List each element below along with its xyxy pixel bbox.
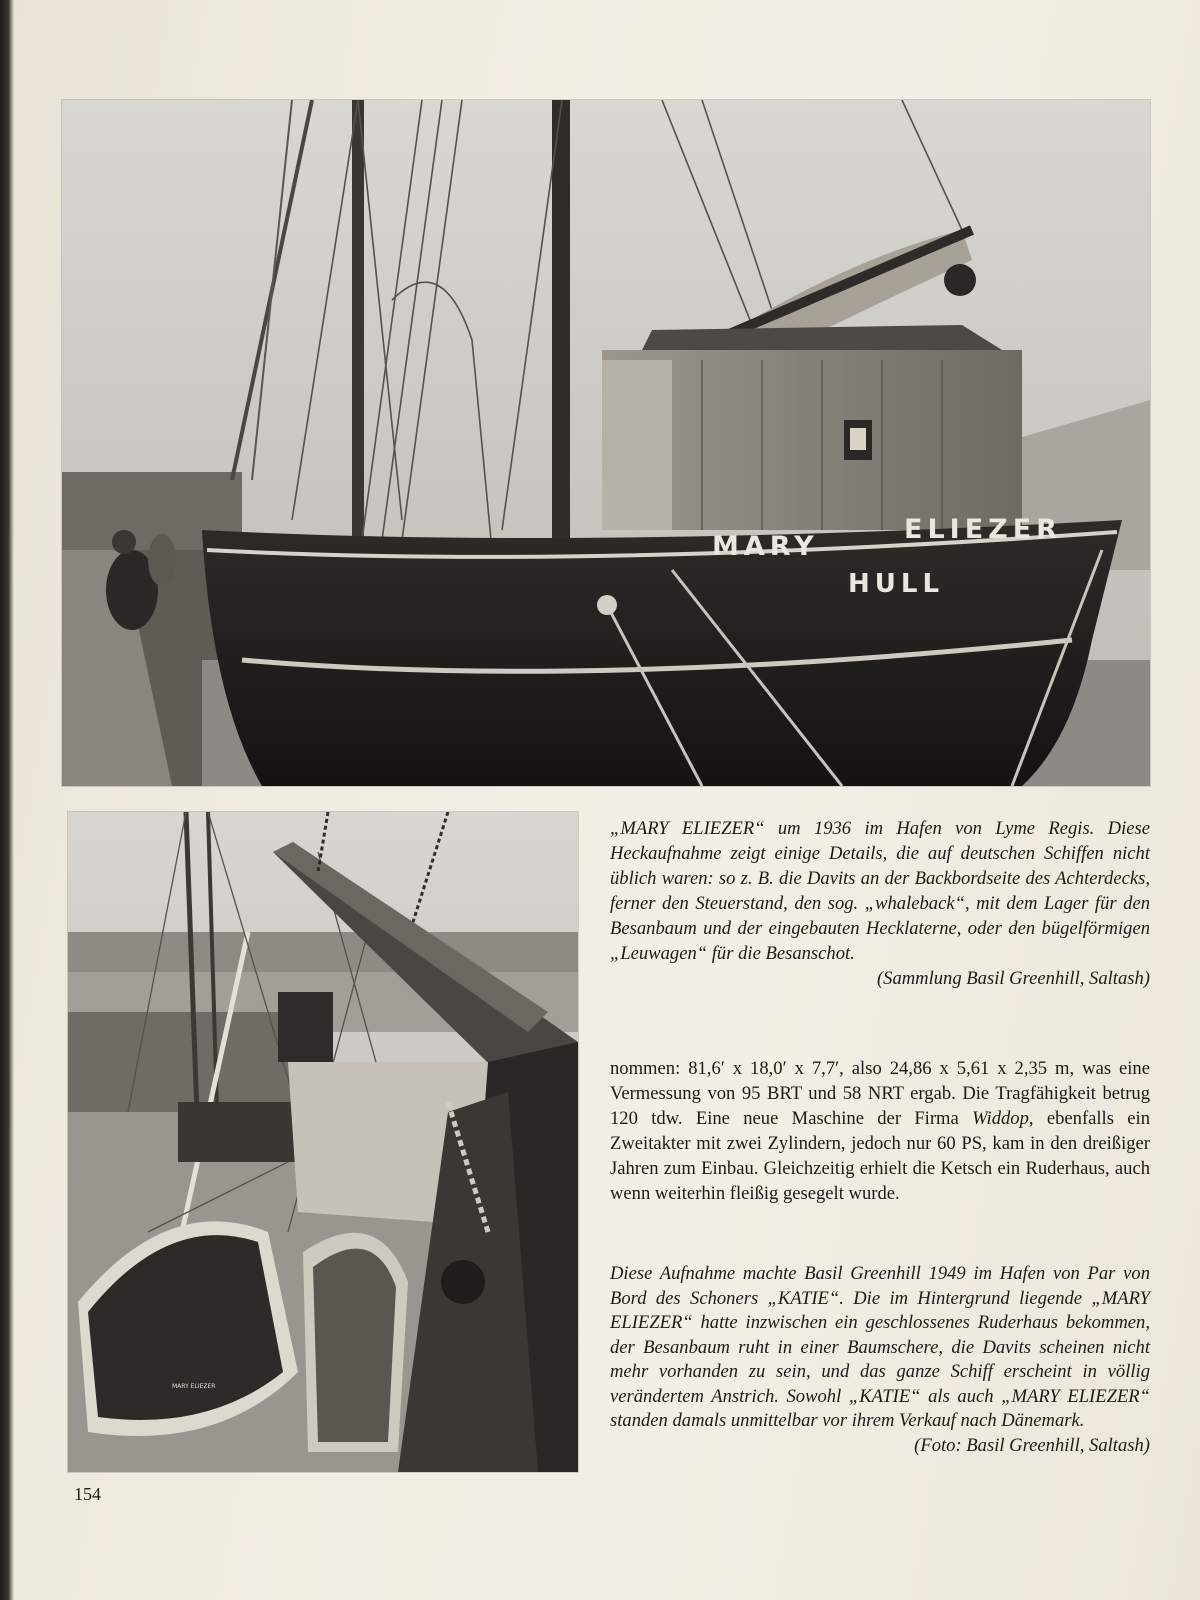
caption-top-credit: (Sammlung Basil Greenhill, Saltash)	[876, 968, 1150, 989]
page-gutter-shadow	[0, 0, 14, 1600]
caption-bottom-text: Diese Aufnahme machte Basil Greenhill 1949 im Hafen von Par von Bord des Schoners „KATIE“. Die im Hintergrund liegende „MARY ELIEZER“ hatte inzwischen ein geschlossenes Ruderhaus bekommen, der Besanbaum ruht in einer Baumschere, die Davits scheinen nicht mehr vorhanden zu sein, und das ganze Schiff erscheint in völlig verändertem Anstrich. Sowohl „KATIE“ als auch „MARY ELIEZER“ standen damals unmittelbar vor ihrem Verkauf nach Dänemark.	[610, 1263, 1150, 1431]
caption-top-text: „MARY ELIEZER“ um 1936 im Hafen von Lyme Regis. Diese Heckaufnahme zeigt einige Details, die auf deutschen Schiffen nicht üblich waren: so z. B. die Davits an der Backbordseite des Achterdecks, ferner den Steuerstand, den sog. „whaleback“, mit dem Lager für den Besanbaum und der eingebauten Hecklaterne, oder den bügelförmigen „Leuwagen“ für die Besanschot.	[610, 818, 1150, 964]
caption-bottom-photo	[610, 1262, 1150, 1458]
body-text-engine-maker: Widdop,	[972, 1108, 1034, 1129]
body-paragraph	[610, 1056, 1150, 1206]
caption-bottom-credit: (Foto: Basil Greenhill, Saltash)	[914, 1434, 1150, 1456]
page-number: 154	[74, 1484, 101, 1504]
ship-name-left-lettering: MARY	[712, 531, 819, 562]
body-text-part-1: nommen: 81,6′ x 18,0′ x 7,7′, also 24,86 x 5,61 x 2,35 m, was eine Vermessung von 95 BRT und 58 NRT ergab. Die Tragfähigkeit betrug 120 tdw. Eine neue Maschine der Firma	[610, 1058, 1150, 1129]
body-text-part-2: ebenfalls ein Zweitakter mit zwei Zylindern, jedoch nur 60 PS, kam in den dreißiger Jahren zum Einbau. Gleichzeitig erhielt die Ketsch ein Ruderhaus, auch wenn weiterhin fleißig gesegelt wurde.	[610, 1108, 1150, 1204]
caption-top-photo	[610, 816, 1150, 991]
home-port-lettering: HULL	[848, 569, 945, 599]
ship-name-right-lettering: ELIEZER	[904, 514, 1062, 545]
photo-mary-eliezer-stern	[62, 100, 1150, 786]
stern-photo-illustration	[62, 100, 1150, 786]
small-boat-stern-lettering: MARY ELIEZER	[172, 1383, 216, 1390]
photo-par-harbour-1949	[68, 812, 578, 1472]
par-harbour-photo-illustration	[68, 812, 578, 1472]
